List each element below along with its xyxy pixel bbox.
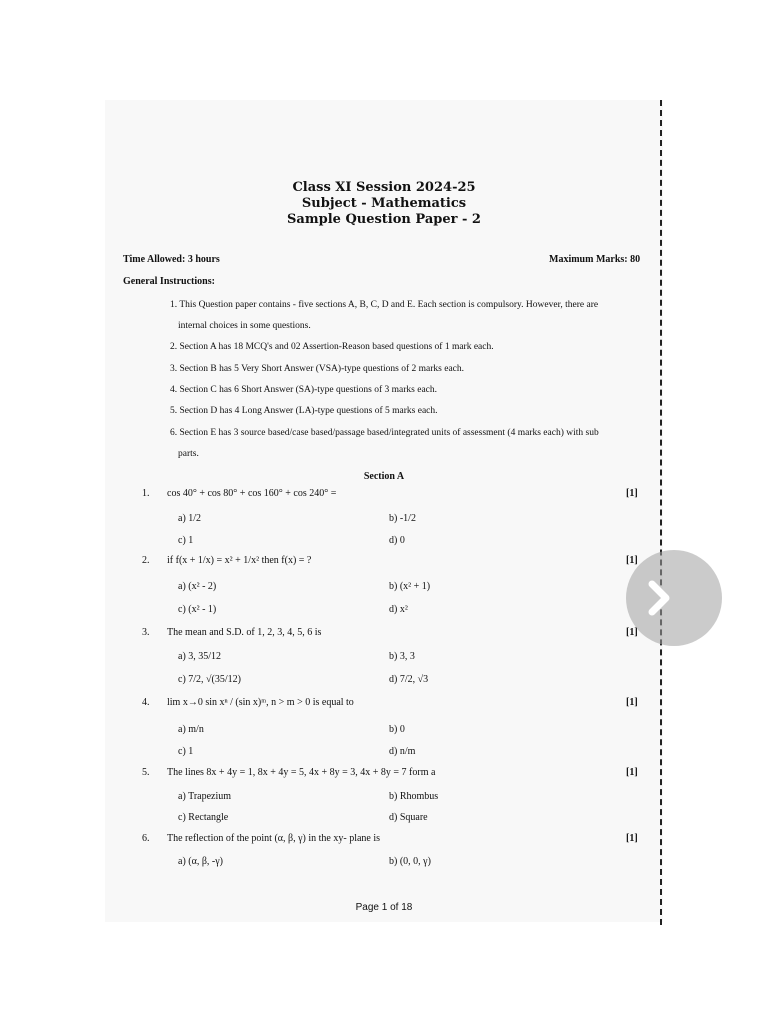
question-mark: [1] [626, 767, 638, 778]
option-d: d) x² [389, 604, 408, 615]
option-c: c) 1 [178, 746, 194, 757]
question-mark: [1] [626, 833, 638, 844]
general-instructions-title: General Instructions: [123, 276, 215, 287]
question-mark: [1] [626, 627, 638, 638]
question-number: 4. [142, 697, 150, 708]
question-text: cos 40° + cos 80° + cos 160° + cos 240° = [167, 488, 337, 499]
option-c: c) 1 [178, 535, 194, 546]
question-number: 3. [142, 627, 150, 638]
chevron-right-icon [642, 578, 682, 618]
option-b: b) (x² + 1) [389, 581, 431, 592]
header-paper: Sample Question Paper - 2 [287, 212, 481, 227]
question-text: The lines 8x + 4y = 1, 8x + 4y = 5, 4x + 8y = 3, 4x + 8y = 7 form a [167, 767, 436, 778]
instruction-line: internal choices in some questions. [178, 321, 311, 331]
section-title: Section A [363, 471, 405, 482]
question-text: The reflection of the point (α, β, γ) in the xy- plane is [167, 833, 381, 844]
question-number: 6. [142, 833, 150, 844]
option-d: d) 0 [389, 535, 405, 546]
question-number: 1. [142, 488, 150, 499]
option-b: b) (0, 0, γ) [389, 856, 431, 867]
question-number: 5. [142, 767, 150, 778]
option-c: c) (x² - 1) [178, 604, 217, 615]
option-c: c) Rectangle [178, 812, 229, 823]
page-scroll-button[interactable] [626, 550, 722, 646]
time-allowed: Time Allowed: 3 hours [123, 254, 220, 265]
option-a: a) (α, β, -γ) [178, 856, 224, 867]
option-b: b) 3, 3 [389, 651, 415, 662]
instruction-line: 2. Section A has 18 MCQ's and 02 Assertion-Reason based questions of 1 mark each. [170, 342, 494, 352]
question-text: lim x→0 sin xⁿ / (sin x)ᵐ, n > m > 0 is equal to [167, 697, 354, 708]
instruction-line: parts. [178, 449, 199, 459]
question-text: The mean and S.D. of 1, 2, 3, 4, 5, 6 is [167, 627, 322, 638]
header-class: Class XI Session 2024-25 [292, 180, 476, 195]
option-a: a) 1/2 [178, 513, 202, 524]
option-a: a) m/n [178, 724, 204, 735]
question-mark: [1] [626, 488, 638, 499]
maximum-marks: Maximum Marks: 80 [549, 254, 641, 265]
option-c: c) 7/2, √(35/12) [178, 674, 241, 685]
option-b: b) -1/2 [389, 513, 416, 524]
page-footer: Page 1 of 18 [355, 902, 413, 913]
question-mark: [1] [626, 697, 638, 708]
instruction-line: 4. Section C has 6 Short Answer (SA)-type questions of 3 marks each. [170, 385, 438, 395]
option-a: a) (x² - 2) [178, 581, 217, 592]
question-number: 2. [142, 555, 150, 566]
question-mark: [1] [626, 555, 638, 566]
instruction-line: 3. Section B has 5 Very Short Answer (VSA)-type questions of 2 marks each. [170, 364, 465, 374]
option-b: b) 0 [389, 724, 405, 735]
instruction-line: 1. This Question paper contains - five sections A, B, C, D and E. Each section is compulsory. However, there are [170, 300, 599, 310]
option-a: a) 3, 35/12 [178, 651, 222, 662]
question-text: if f(x + 1/x) = x² + 1/x² then f(x) = ? [167, 555, 312, 566]
option-a: a) Trapezium [178, 791, 232, 802]
instruction-line: 6. Section E has 3 source based/case based/passage based/integrated units of assessment (4 marks each) with sub [170, 428, 599, 438]
header-subject: Subject - Mathematics [301, 196, 467, 211]
option-d: d) 7/2, √3 [389, 674, 429, 685]
option-d: d) n/m [389, 746, 416, 757]
option-b: b) Rhombus [389, 791, 439, 802]
option-d: d) Square [389, 812, 428, 823]
instruction-line: 5. Section D has 4 Long Answer (LA)-type questions of 5 marks each. [170, 406, 438, 416]
